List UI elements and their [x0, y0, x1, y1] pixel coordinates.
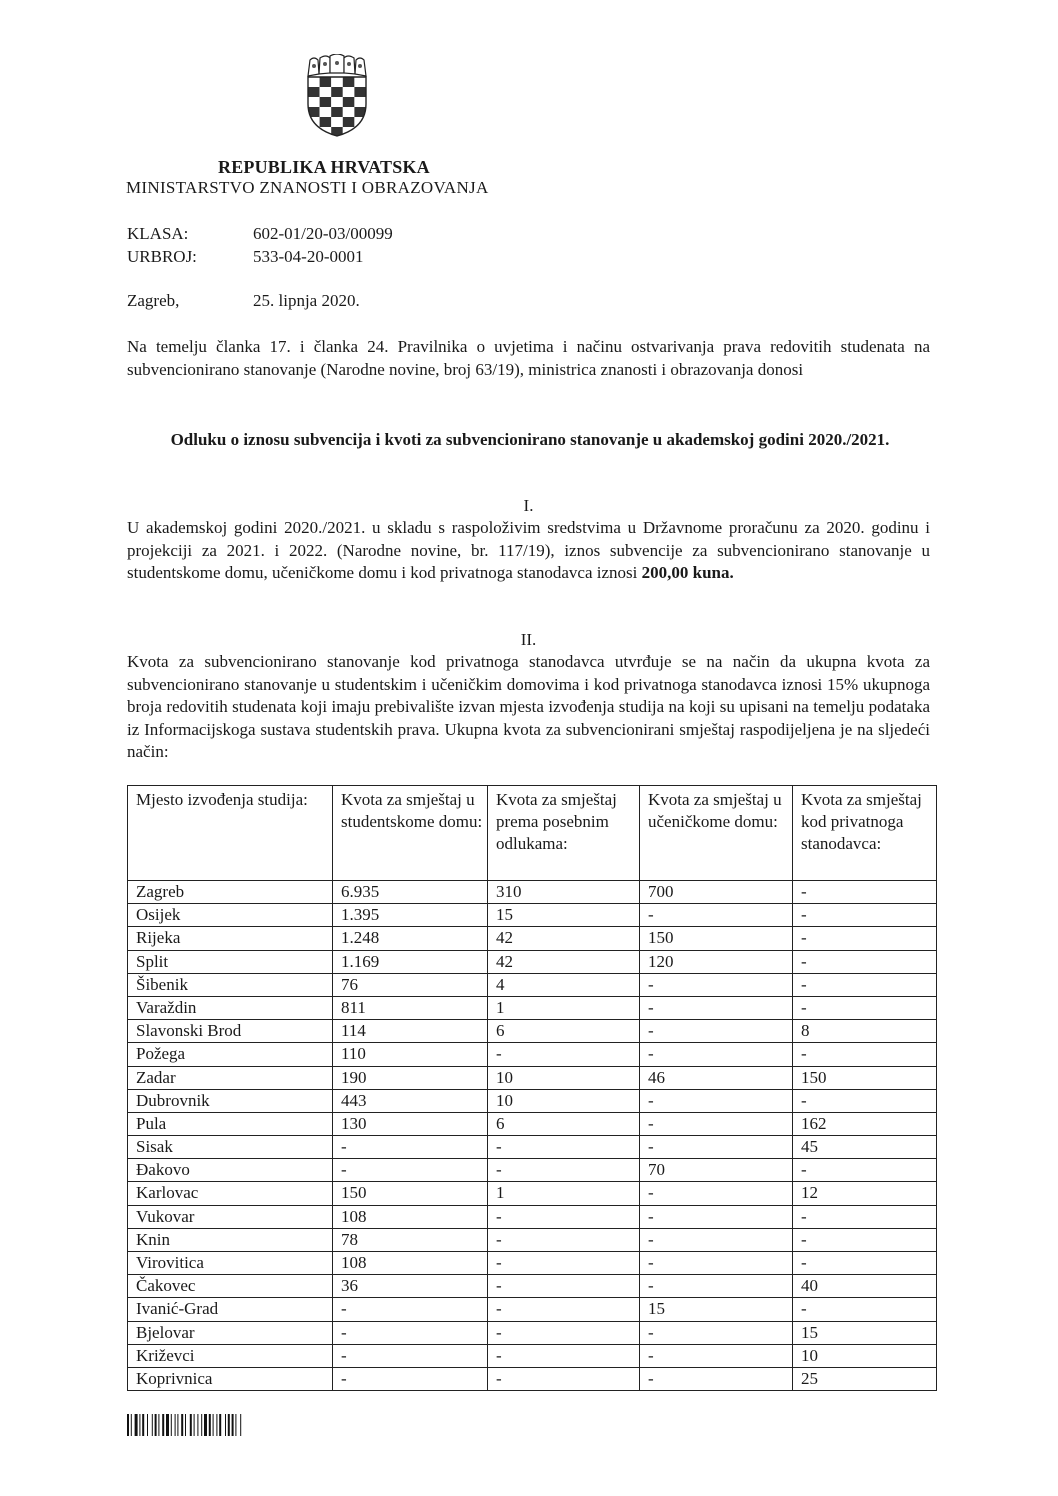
quota-cell: 4	[488, 973, 640, 996]
date-value: 25. lipnja 2020.	[253, 291, 360, 310]
table-body	[128, 881, 937, 1391]
quota-cell: -	[793, 1298, 937, 1321]
quota-cell: 15	[488, 904, 640, 927]
quota-cell: 1	[488, 1182, 640, 1205]
location-cell: Požega	[128, 1043, 333, 1066]
quota-cell: -	[488, 1321, 640, 1344]
section-2-paragraph: Kvota za subvencionirano stanovanje kod privatnoga stanodavca utvrđuje se na način da ukupna kvota za subvencionirano stanovanje u studentskim i učeničkim domovima i kod privatnoga stanodavca iznosi 15% ukupnoga broja redovitih studenata koji imaju prebivalište izvan mjesta izvođenja studija na koji su upisani na temelju podataka iz Informacijskoga sustava studentskih prava. Ukupna kvota za subvencionirani smještaj raspodijeljena je na sljedeći način:	[127, 652, 930, 761]
quota-cell: 120	[640, 950, 793, 973]
quota-cell: 190	[333, 1066, 488, 1089]
quota-cell: -	[640, 1182, 793, 1205]
table-row	[128, 1275, 937, 1298]
quota-cell: -	[640, 1205, 793, 1228]
quota-cell: 36	[333, 1275, 488, 1298]
quota-cell: 1	[488, 996, 640, 1019]
quota-cell: 46	[640, 1066, 793, 1089]
klasa-value: 602-01/20-03/00099	[253, 224, 393, 243]
quota-cell: 6	[488, 1020, 640, 1043]
quota-cell: 76	[333, 973, 488, 996]
location-cell: Zagreb	[128, 881, 333, 904]
country-title: REPUBLIKA HRVATSKA	[218, 157, 430, 177]
quota-cell: -	[640, 996, 793, 1019]
section-1-paragraph	[127, 517, 930, 585]
header-location: Mjesto izvođenja studija:	[128, 786, 333, 881]
quota-cell: 110	[333, 1043, 488, 1066]
quota-cell: 40	[793, 1275, 937, 1298]
quota-cell: 150	[640, 927, 793, 950]
table-row	[128, 1367, 937, 1390]
table-row	[128, 904, 937, 927]
quota-cell: 10	[488, 1089, 640, 1112]
location-cell: Karlovac	[128, 1182, 333, 1205]
header-special-decisions: Kvota za smještaj prema posebnim odlukama:	[488, 786, 640, 881]
quota-cell: 10	[488, 1066, 640, 1089]
table-row	[128, 1020, 937, 1043]
quota-cell: 42	[488, 950, 640, 973]
table-row	[128, 1112, 937, 1135]
quota-cell: -	[333, 1367, 488, 1390]
quota-cell: 1.248	[333, 927, 488, 950]
quota-cell: -	[488, 1159, 640, 1182]
table-row	[128, 1089, 937, 1112]
section-1-number: I.	[523, 496, 534, 515]
table-row	[128, 1321, 937, 1344]
table-row	[128, 1344, 937, 1367]
table-row	[128, 1205, 937, 1228]
location-cell: Rijeka	[128, 927, 333, 950]
quota-cell: 12	[793, 1182, 937, 1205]
quota-cell: 310	[488, 881, 640, 904]
table-row	[128, 1043, 937, 1066]
quota-cell: 6.935	[333, 881, 488, 904]
subsidy-amount: 200,00 kuna.	[641, 563, 734, 582]
quota-cell: -	[793, 1089, 937, 1112]
table-row	[128, 1136, 937, 1159]
quota-cell: -	[640, 1089, 793, 1112]
decision-title: Odluku o iznosu subvencija i kvoti za subvencionirano stanovanje u akademskoj godini 2020./2021.	[170, 430, 890, 449]
quota-cell: -	[793, 973, 937, 996]
table-row	[128, 1182, 937, 1205]
quota-cell: -	[640, 1020, 793, 1043]
quota-cell: -	[640, 1344, 793, 1367]
quota-cell: -	[640, 973, 793, 996]
quota-cell: -	[793, 904, 937, 927]
location-cell: Virovitica	[128, 1252, 333, 1275]
quota-cell: 162	[793, 1112, 937, 1135]
table-row	[128, 1298, 937, 1321]
quota-cell: 45	[793, 1136, 937, 1159]
quota-cell: -	[488, 1344, 640, 1367]
quota-cell: -	[488, 1275, 640, 1298]
quota-cell: 42	[488, 927, 640, 950]
section-1-text: U akademskoj godini 2020./2021. u skladu s raspoloživim sredstvima u Državnome proračunu za 2020. godinu i projekciji za 2021. i 2022. (Narodne novine, br. 117/19), iznos subvencije za subvencionirano stanovanje u studentskome domu, učeničkome domu i kod privatnoga stanodavca iznosi	[127, 518, 930, 582]
quota-cell: -	[640, 1321, 793, 1344]
quota-cell: -	[793, 1043, 937, 1066]
header-private-landlord: Kvota za smještaj kod privatnoga stanodavca:	[793, 786, 937, 881]
quota-cell: -	[793, 1159, 937, 1182]
quota-cell: -	[333, 1298, 488, 1321]
location-cell: Osijek	[128, 904, 333, 927]
quota-cell: 443	[333, 1089, 488, 1112]
header-student-dorm: Kvota za smještaj u studentskome domu:	[333, 786, 488, 881]
quota-cell: -	[793, 1228, 937, 1251]
quota-cell: -	[488, 1252, 640, 1275]
quota-cell: -	[640, 1367, 793, 1390]
table-row	[128, 1228, 937, 1251]
location-cell: Knin	[128, 1228, 333, 1251]
quota-cell: 1.395	[333, 904, 488, 927]
location-cell: Ivanić-Grad	[128, 1298, 333, 1321]
place-label: Zagreb,	[127, 291, 180, 310]
ministry-title: MINISTARSTVO ZNANOSTI I OBRAZOVANJA	[126, 178, 489, 197]
quota-cell: -	[488, 1136, 640, 1159]
quota-cell: -	[640, 1112, 793, 1135]
table-row	[128, 973, 937, 996]
table-row	[128, 927, 937, 950]
quota-cell: 70	[640, 1159, 793, 1182]
location-cell: Split	[128, 950, 333, 973]
quota-cell: -	[640, 1275, 793, 1298]
location-cell: Vukovar	[128, 1205, 333, 1228]
quota-cell: 6	[488, 1112, 640, 1135]
quota-cell: 114	[333, 1020, 488, 1043]
quota-cell: -	[333, 1321, 488, 1344]
quota-cell: 78	[333, 1228, 488, 1251]
quota-cell: -	[333, 1159, 488, 1182]
quota-cell: 8	[793, 1020, 937, 1043]
location-cell: Bjelovar	[128, 1321, 333, 1344]
barcode-icon	[127, 1414, 297, 1436]
location-cell: Križevci	[128, 1344, 333, 1367]
header-pupil-dorm: Kvota za smještaj u učeničkome domu:	[640, 786, 793, 881]
location-cell: Šibenik	[128, 973, 333, 996]
urbroj-value: 533-04-20-0001	[253, 247, 364, 266]
section-2-number: II.	[520, 630, 537, 649]
klasa-label: KLASA:	[127, 224, 189, 243]
quota-cell: -	[640, 1043, 793, 1066]
quota-cell: 1.169	[333, 950, 488, 973]
table-header-row	[128, 786, 937, 881]
quota-cell: -	[488, 1367, 640, 1390]
quota-cell: 10	[793, 1344, 937, 1367]
table-row	[128, 1252, 937, 1275]
quota-cell: 15	[793, 1321, 937, 1344]
location-cell: Sisak	[128, 1136, 333, 1159]
quota-cell: -	[333, 1136, 488, 1159]
quota-cell: 811	[333, 996, 488, 1019]
quota-cell: -	[640, 1136, 793, 1159]
quota-cell: -	[793, 996, 937, 1019]
table-row	[128, 996, 937, 1019]
quota-cell: -	[488, 1298, 640, 1321]
urbroj-label: URBROJ:	[127, 247, 197, 266]
quota-cell: 150	[793, 1066, 937, 1089]
quota-cell: -	[793, 950, 937, 973]
quota-cell: 25	[793, 1367, 937, 1390]
location-cell: Koprivnica	[128, 1367, 333, 1390]
table-row	[128, 881, 937, 904]
quota-cell: 108	[333, 1205, 488, 1228]
location-cell: Varaždin	[128, 996, 333, 1019]
quota-cell: 700	[640, 881, 793, 904]
quota-cell: 150	[333, 1182, 488, 1205]
quota-cell: 108	[333, 1252, 488, 1275]
table-row	[128, 950, 937, 973]
quota-cell: 130	[333, 1112, 488, 1135]
location-cell: Đakovo	[128, 1159, 333, 1182]
quota-cell: -	[640, 1228, 793, 1251]
location-cell: Pula	[128, 1112, 333, 1135]
quota-cell: -	[793, 881, 937, 904]
intro-paragraph: Na temelju članka 17. i članka 24. Pravilnika o uvjetima i načinu ostvarivanja prava redovitih studenata na subvencionirano stanovanje (Narodne novine, broj 63/19), ministrica znanosti i obrazovanja donosi	[127, 337, 930, 379]
quota-table	[127, 785, 937, 1391]
table-row	[128, 1159, 937, 1182]
quota-cell: -	[793, 1252, 937, 1275]
quota-cell: -	[488, 1228, 640, 1251]
location-cell: Čakovec	[128, 1275, 333, 1298]
quota-cell: 15	[640, 1298, 793, 1321]
location-cell: Zadar	[128, 1066, 333, 1089]
quota-cell: -	[333, 1344, 488, 1367]
location-cell: Dubrovnik	[128, 1089, 333, 1112]
quota-cell: -	[640, 1252, 793, 1275]
quota-cell: -	[640, 904, 793, 927]
quota-cell: -	[793, 927, 937, 950]
location-cell: Slavonski Brod	[128, 1020, 333, 1043]
coat-of-arms-icon	[300, 54, 374, 138]
quota-cell: -	[488, 1205, 640, 1228]
quota-cell: -	[488, 1043, 640, 1066]
quota-cell: -	[793, 1205, 937, 1228]
table-row	[128, 1066, 937, 1089]
